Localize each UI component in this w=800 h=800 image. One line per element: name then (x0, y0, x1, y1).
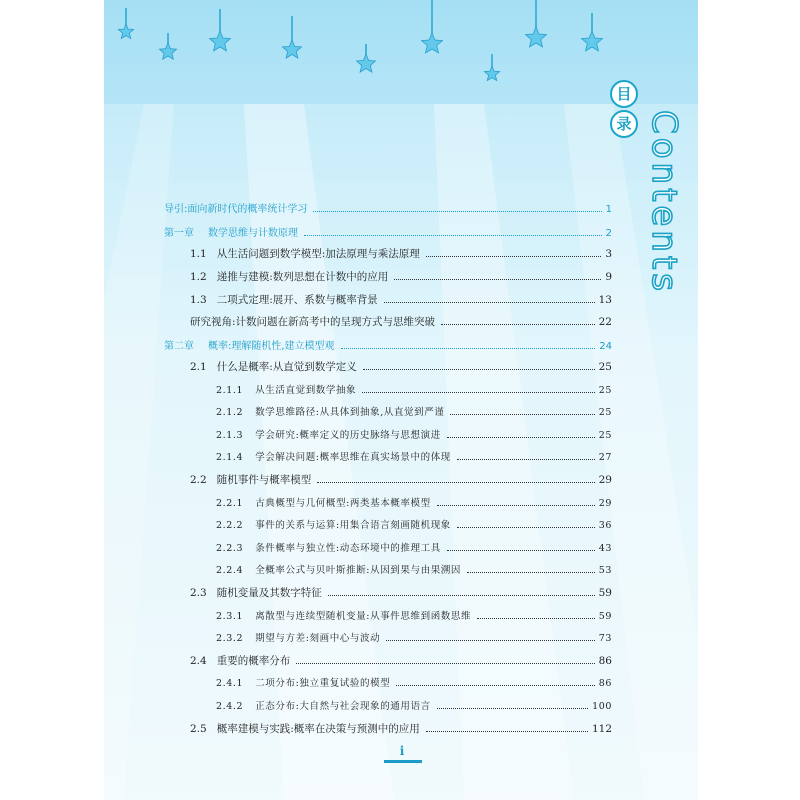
toc-number: 2.3.1 (216, 611, 244, 622)
table-of-contents (104, 0, 698, 800)
toc-row[interactable] (190, 269, 612, 285)
toc-number: 第一章 (164, 228, 194, 239)
toc-title: 离散型与连续型随机变量:从事件思维到函数思维 (255, 611, 472, 622)
dot-leader (362, 392, 595, 393)
toc-subsection-row[interactable] (216, 540, 612, 556)
toc-number: 2.2 (190, 474, 207, 486)
toc-number: 第二章 (164, 341, 194, 352)
toc-row[interactable] (190, 721, 612, 737)
toc-title: 概率建模与实践:概率在决策与预测中的应用 (216, 723, 420, 735)
toc-number: 2.2.1 (216, 498, 244, 509)
dot-leader (447, 437, 595, 438)
toc-title: 正态分布:大自然与社会现象的通用语言 (255, 701, 431, 712)
toc-row[interactable] (190, 472, 612, 488)
toc-title: 古典概型与几何概型:两类基本概率模型 (255, 498, 431, 509)
dot-leader (317, 482, 594, 483)
toc-title: 二项式定理:展开、系数与概率背景 (216, 294, 378, 306)
dot-leader (396, 685, 594, 686)
toc-subsection-row[interactable] (216, 675, 612, 691)
toc-subsection-row[interactable] (216, 449, 612, 465)
toc-number: 2.1.1 (216, 385, 244, 396)
dot-leader (296, 663, 594, 664)
toc-page-number: 53 (598, 565, 612, 576)
dot-leader (457, 527, 595, 528)
toc-title: 数学思维与计数原理 (208, 228, 298, 239)
toc-row[interactable] (190, 314, 612, 330)
toc-number: 2.2.2 (216, 520, 244, 531)
toc-row[interactable] (190, 653, 612, 669)
toc-title: 随机事件与概率模型 (216, 474, 312, 486)
toc-subsection-row[interactable] (216, 630, 612, 646)
toc-number: 2.2.4 (216, 565, 244, 576)
page-folio: i (399, 744, 405, 758)
toc-title: 什么是概率:从直觉到数学定义 (216, 361, 357, 373)
toc-page-number: 59 (598, 611, 612, 622)
dot-leader (437, 505, 595, 506)
toc-page-number: 25 (598, 361, 612, 373)
toc-title: 全概率公式与贝叶斯推断:从因到果与由果溯因 (255, 565, 461, 576)
toc-number: 2.4 (190, 655, 207, 667)
dot-leader (394, 279, 601, 280)
toc-page-number: 1 (605, 204, 612, 215)
toc-title: 事件的关系与运算:用集合语言刻画随机现象 (255, 520, 451, 531)
toc-title: 学会研究:概率定义的历史脉络与思想演进 (255, 430, 441, 441)
toc-title: 数学思维路径:从具体到抽象,从直觉到严谨 (255, 407, 445, 418)
toc-subsection-row[interactable] (216, 562, 612, 578)
toc-title: 期望与方差:刻画中心与波动 (255, 633, 381, 644)
toc-page-number: 2 (605, 228, 612, 239)
mulu-char-mu: 目 (610, 80, 638, 108)
dot-leader (477, 618, 595, 619)
toc-page-number: 29 (598, 498, 612, 509)
toc-page-number: 3 (605, 248, 612, 260)
toc-page-number: 27 (598, 452, 612, 463)
toc-page-number: 73 (598, 633, 612, 644)
dot-leader (386, 640, 595, 641)
toc-page-number: 86 (598, 655, 612, 667)
dot-leader (457, 459, 595, 460)
book-page (104, 0, 698, 800)
dot-leader (437, 708, 588, 709)
toc-page-number: 9 (605, 271, 612, 283)
toc-number: 2.4.2 (216, 701, 244, 712)
toc-page-number: 59 (598, 587, 612, 599)
dot-leader (467, 572, 595, 573)
toc-number: 2.5 (190, 723, 207, 735)
toc-page-number: 86 (598, 678, 612, 689)
dot-leader (426, 256, 602, 257)
toc-page-number: 25 (598, 430, 612, 441)
toc-number: 1.2 (190, 271, 207, 283)
toc-number: 2.1.4 (216, 452, 244, 463)
toc-row[interactable] (164, 200, 612, 216)
toc-row[interactable] (190, 359, 612, 375)
toc-title: 从生活问题到数学模型:加法原理与乘法原理 (216, 248, 420, 260)
toc-subsection-row[interactable] (216, 495, 612, 511)
toc-title: 概率:理解随机性,建立模型观 (208, 341, 335, 352)
dot-leader (384, 302, 595, 303)
dot-leader (313, 211, 601, 212)
toc-page-number: 29 (598, 474, 612, 486)
toc-page-number: 24 (599, 341, 612, 352)
toc-page-number: 100 (592, 701, 612, 712)
toc-page-number: 13 (598, 294, 612, 306)
toc-number: 2.3.2 (216, 633, 244, 644)
toc-title: 研究视角:计数问题在新高考中的呈现方式与思维突破 (190, 316, 436, 328)
toc-subsection-row[interactable] (216, 404, 612, 420)
toc-row[interactable] (190, 585, 612, 601)
toc-title: 递推与建模:数列思想在计数中的应用 (216, 271, 389, 283)
toc-title: 随机变量及其数字特征 (216, 587, 322, 599)
toc-chapter-row[interactable] (164, 224, 612, 240)
toc-subsection-row[interactable] (216, 698, 612, 714)
toc-subsection-row[interactable] (216, 427, 612, 443)
toc-number: 1.3 (190, 294, 207, 306)
toc-title: 导引:面向新时代的概率统计学习 (164, 204, 308, 215)
dot-leader (447, 550, 595, 551)
toc-title: 从生活直觉到数学抽象 (255, 385, 357, 396)
toc-number: 1.1 (190, 248, 207, 260)
toc-subsection-row[interactable] (216, 517, 612, 533)
toc-number: 2.1.2 (216, 407, 244, 418)
toc-number: 2.1.3 (216, 430, 244, 441)
folio-underline (384, 760, 422, 763)
toc-number: 2.4.1 (216, 678, 244, 689)
dot-leader (441, 324, 595, 325)
toc-title: 二项分布:独立重复试验的模型 (255, 678, 391, 689)
toc-title: 重要的概率分布 (216, 655, 291, 667)
toc-page-number: 22 (598, 316, 612, 328)
toc-page-number: 25 (598, 407, 612, 418)
toc-number: 2.2.3 (216, 543, 244, 554)
dot-leader (341, 348, 596, 349)
contents-heading: Contents (644, 110, 684, 295)
toc-number: 2.3 (190, 587, 207, 599)
mulu-char-lu: 录 (610, 110, 638, 138)
toc-number: 2.1 (190, 361, 207, 373)
toc-page-number: 36 (598, 520, 612, 531)
toc-row[interactable] (190, 292, 612, 308)
dot-leader (328, 595, 595, 596)
toc-subsection-row[interactable] (216, 608, 612, 624)
toc-row[interactable] (190, 246, 612, 262)
dot-leader (304, 235, 602, 236)
dot-leader (426, 731, 588, 732)
toc-subsection-row[interactable] (216, 382, 612, 398)
toc-chapter-row[interactable] (164, 337, 612, 353)
dot-leader (450, 414, 594, 415)
toc-page-number: 112 (591, 723, 612, 735)
toc-page-number: 43 (598, 543, 612, 554)
toc-page-number: 25 (598, 385, 612, 396)
toc-title: 学会解决问题:概率思维在真实场景中的体现 (255, 452, 451, 463)
dot-leader (363, 369, 595, 370)
toc-title: 条件概率与独立性:动态环境中的推理工具 (255, 543, 441, 554)
